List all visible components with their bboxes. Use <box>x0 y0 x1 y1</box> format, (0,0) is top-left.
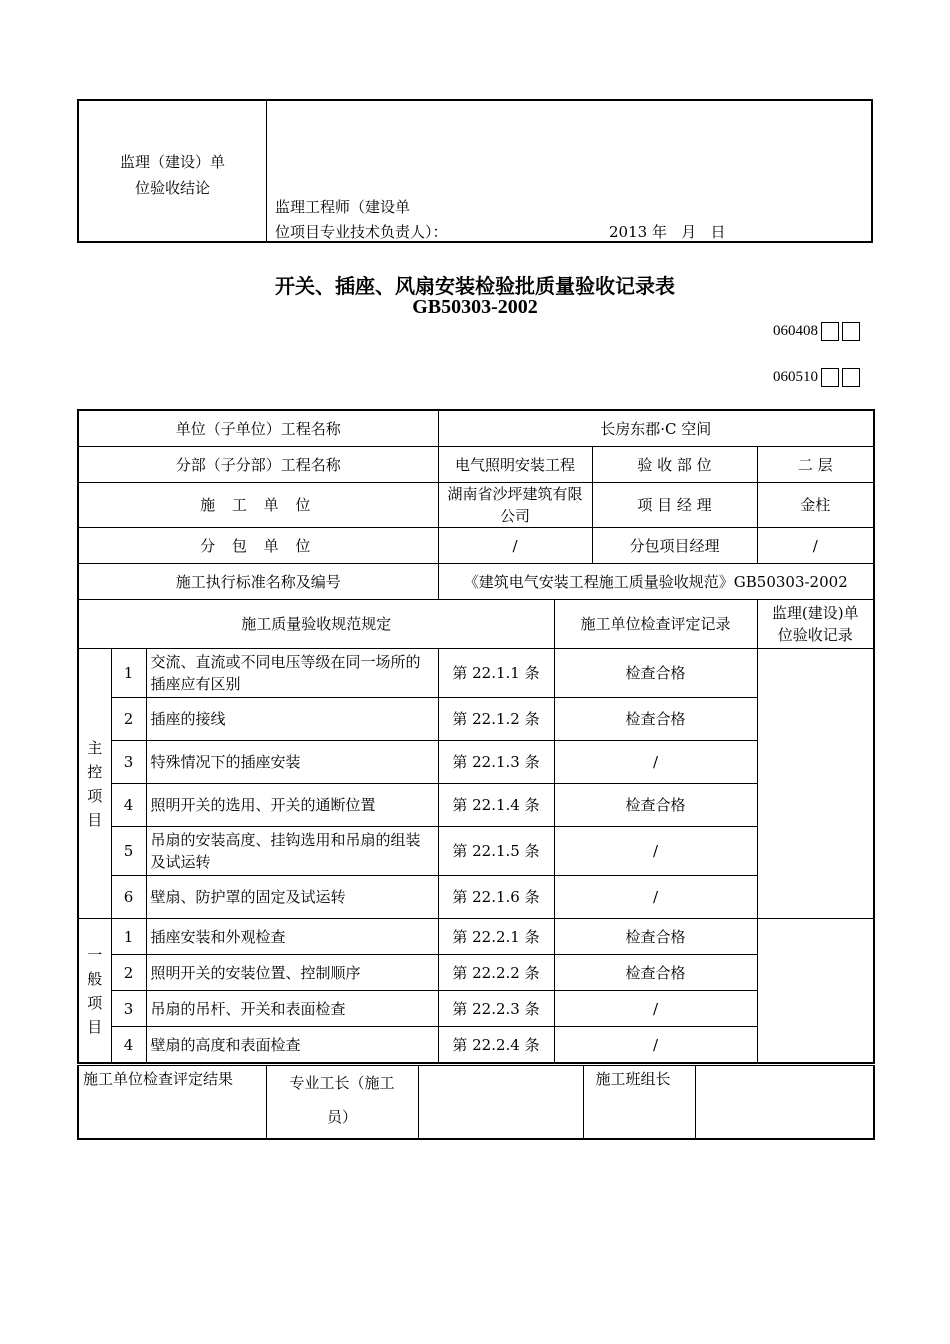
table-row <box>78 784 874 827</box>
code-checkbox[interactable] <box>842 322 860 341</box>
table-row <box>78 741 874 784</box>
item-description: 插座安装和外观检查 <box>146 919 438 955</box>
code-checkbox[interactable] <box>821 322 839 341</box>
project-manager-value: 金柱 <box>757 483 874 528</box>
form-code: 060408 <box>773 323 818 339</box>
item-description: 吊扇的安装高度、挂钩选用和吊扇的组装及试运转 <box>146 827 438 876</box>
item-result: / <box>554 1027 757 1064</box>
item-number: 3 <box>111 991 146 1027</box>
item-result: / <box>554 827 757 876</box>
label-char: 控 <box>87 762 103 781</box>
table-row <box>78 991 874 1027</box>
label-char: 目 <box>87 810 103 829</box>
table-row <box>78 827 874 876</box>
item-clause: 第 22.1.5 条 <box>438 827 554 876</box>
item-number: 4 <box>111 1027 146 1064</box>
item-description: 壁扇的高度和表面检查 <box>146 1027 438 1064</box>
header-line: 位验收记录 <box>777 626 853 644</box>
item-number: 3 <box>111 741 146 784</box>
divider <box>266 101 267 241</box>
sub-project-label: 分部（子分部）工程名称 <box>78 447 438 483</box>
form-code-row <box>773 368 860 387</box>
standard-code: GB50303-2002 <box>412 296 538 318</box>
supervision-conclusion-block <box>77 99 873 243</box>
team-leader-label: 施工班组长 <box>583 1066 695 1140</box>
supervisor-record-header <box>757 600 874 649</box>
label-line: 员） <box>326 1108 357 1126</box>
item-result: 检查合格 <box>554 919 757 955</box>
item-result: 检查合格 <box>554 784 757 827</box>
header-line: 监理(建设)单 <box>771 604 859 622</box>
item-clause: 第 22.1.6 条 <box>438 876 554 919</box>
item-result: / <box>554 741 757 784</box>
item-number: 1 <box>111 919 146 955</box>
item-clause: 第 22.1.4 条 <box>438 784 554 827</box>
item-description: 交流、直流或不同电压等级在同一场所的插座应有区别 <box>146 649 438 698</box>
item-description: 照明开关的选用、开关的通断位置 <box>146 784 438 827</box>
label-char: 项 <box>87 993 103 1012</box>
sign-date: 2013 年 月 日 <box>609 223 726 241</box>
item-description: 壁扇、防护罩的固定及试运转 <box>146 876 438 919</box>
main-control-label <box>78 649 111 919</box>
foreman-label <box>266 1066 418 1140</box>
label-char: 目 <box>87 1017 103 1036</box>
sub-manager-value: / <box>757 528 874 564</box>
spec-column-header: 施工质量验收规范规定 <box>78 600 554 649</box>
item-clause: 第 22.1.2 条 <box>438 698 554 741</box>
item-description: 照明开关的安装位置、控制顺序 <box>146 955 438 991</box>
project-manager-label: 项 目 经 理 <box>592 483 757 528</box>
item-clause: 第 22.2.1 条 <box>438 919 554 955</box>
label-line: 专业工长（施工 <box>289 1074 395 1092</box>
table-row <box>78 483 874 528</box>
supervising-engineer-label <box>275 195 495 245</box>
label-char: 项 <box>87 786 103 805</box>
code-checkbox[interactable] <box>821 368 839 387</box>
subcontractor-value: / <box>438 528 592 564</box>
table-row <box>78 698 874 741</box>
form-code-row <box>773 322 860 341</box>
unit-project-value: 长房东郡·C 空间 <box>438 410 874 447</box>
item-clause: 第 22.2.4 条 <box>438 1027 554 1064</box>
document-title: 开关、插座、风扇安装检验批质量验收记录表 <box>275 274 675 298</box>
acceptance-part-label: 验 收 部 位 <box>592 447 757 483</box>
item-clause: 第 22.2.3 条 <box>438 991 554 1027</box>
foreman-signature <box>418 1066 583 1140</box>
table-row <box>78 528 874 564</box>
supervisor-record-cell <box>757 919 874 1064</box>
label-line: 位项目专业技术负责人）： <box>275 223 448 241</box>
supervision-conclusion-label <box>79 149 266 201</box>
signature-table <box>77 1065 875 1140</box>
inspection-table <box>77 409 875 1064</box>
item-result: / <box>554 876 757 919</box>
table-row <box>78 410 874 447</box>
sub-project-value: 电气照明安装工程 <box>438 447 592 483</box>
unit-project-label: 单位（子单位）工程名称 <box>78 410 438 447</box>
table-row <box>78 447 874 483</box>
subcontractor-label: 分 包 单 位 <box>78 528 438 564</box>
item-result: / <box>554 991 757 1027</box>
item-result: 检查合格 <box>554 698 757 741</box>
supervisor-record-cell <box>757 649 874 919</box>
item-number: 4 <box>111 784 146 827</box>
table-row <box>78 564 874 600</box>
standard-value: 《建筑电气安装工程施工质量验收规范》GB50303-2002 <box>438 564 874 600</box>
table-row <box>78 955 874 991</box>
item-number: 1 <box>111 649 146 698</box>
table-row <box>78 1027 874 1064</box>
sub-manager-label: 分包项目经理 <box>592 528 757 564</box>
label-char: 般 <box>87 969 103 988</box>
team-leader-signature <box>695 1066 874 1140</box>
contractor-record-header: 施工单位检查评定记录 <box>554 600 757 649</box>
item-clause: 第 22.2.2 条 <box>438 955 554 991</box>
item-number: 2 <box>111 698 146 741</box>
acceptance-part-value: 二 层 <box>757 447 874 483</box>
general-items-label <box>78 919 111 1064</box>
table-row <box>78 919 874 955</box>
item-number: 6 <box>111 876 146 919</box>
table-row <box>78 876 874 919</box>
item-description: 吊扇的吊杆、开关和表面检查 <box>146 991 438 1027</box>
standard-label: 施工执行标准名称及编号 <box>78 564 438 600</box>
table-row <box>78 649 874 698</box>
contractor-label: 施 工 单 位 <box>78 483 438 528</box>
table-row <box>78 1066 874 1140</box>
contractor-value: 湖南省沙坪建筑有限公司 <box>438 483 592 528</box>
item-result: 检查合格 <box>554 649 757 698</box>
label-char: 一 <box>87 945 103 964</box>
item-clause: 第 22.1.1 条 <box>438 649 554 698</box>
item-result: 检查合格 <box>554 955 757 991</box>
item-description: 特殊情况下的插座安装 <box>146 741 438 784</box>
label-line: 监理（建设）单 <box>119 153 225 171</box>
form-code: 060510 <box>773 369 818 385</box>
label-line: 监理工程师（建设单 <box>275 198 411 216</box>
item-number: 2 <box>111 955 146 991</box>
code-checkbox[interactable] <box>842 368 860 387</box>
item-number: 5 <box>111 827 146 876</box>
item-description: 插座的接线 <box>146 698 438 741</box>
table-row <box>78 600 874 649</box>
result-label: 施工单位检查评定结果 <box>78 1066 266 1140</box>
label-line: 位验收结论 <box>134 179 210 197</box>
label-char: 主 <box>87 738 103 757</box>
item-clause: 第 22.1.3 条 <box>438 741 554 784</box>
